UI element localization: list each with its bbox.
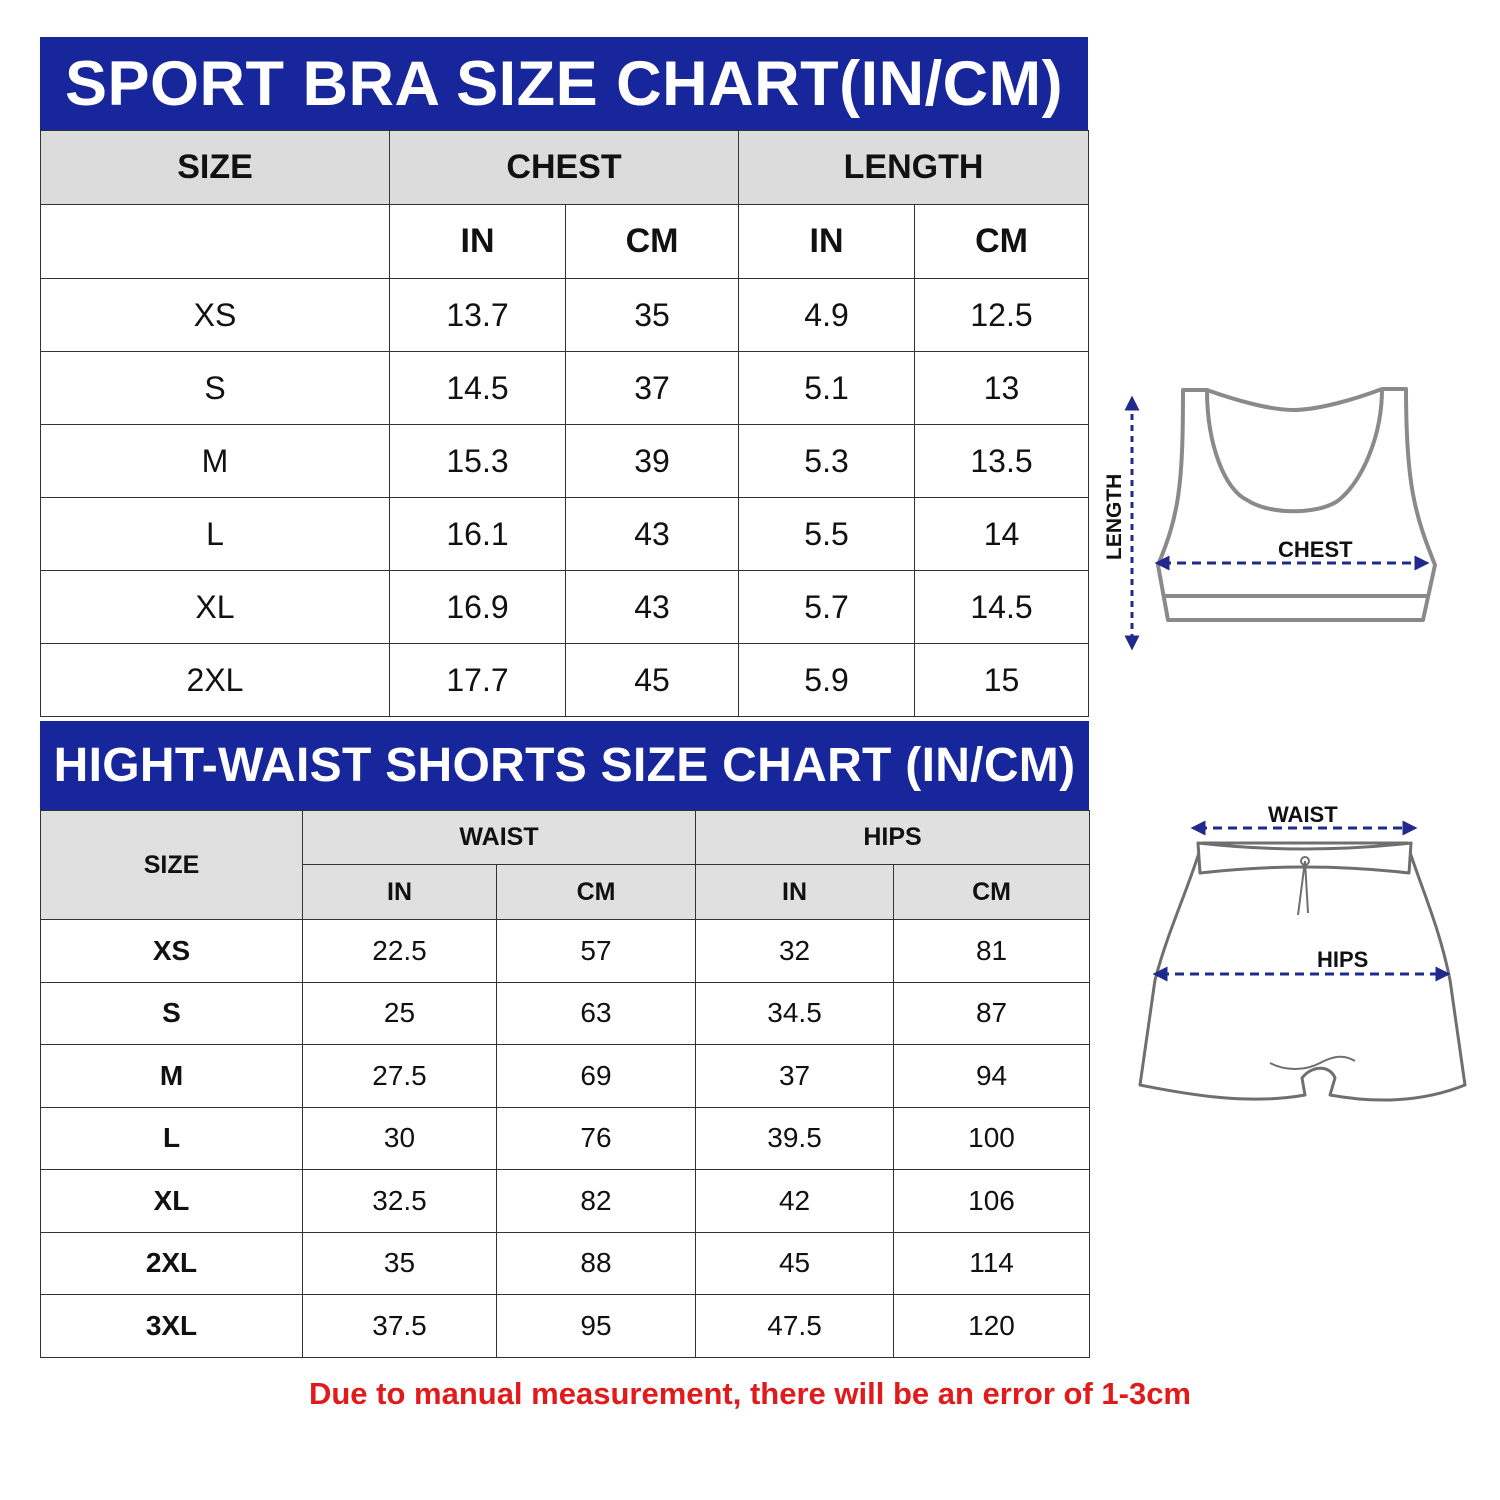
shorts-size-chart-title: HIGHT-WAIST SHORTS SIZE CHART (IN/CM)	[40, 721, 1089, 810]
bra-cell-size: S	[41, 352, 390, 425]
measurement-error-note: Due to manual measurement, there will be an error of 1-3cm	[308, 1376, 1192, 1411]
hips-cm-header: CM	[894, 865, 1090, 920]
shorts-cell-hips-in: 47.5	[696, 1295, 894, 1358]
chest-cm-header: CM	[566, 205, 739, 279]
size-header: SIZE	[41, 131, 390, 205]
shorts-illustration	[1130, 795, 1475, 1125]
shorts-size-row	[41, 982, 1090, 1045]
shorts-cell-waist-in: 22.5	[303, 920, 497, 983]
shorts-cell-size: S	[41, 982, 303, 1045]
bra-cell-size: XL	[41, 571, 390, 644]
shorts-cell-waist-cm: 95	[497, 1295, 696, 1358]
shorts-cell-waist-in: 35	[303, 1232, 497, 1295]
shorts-cell-hips-cm: 100	[894, 1107, 1090, 1170]
bra-cell-length-cm: 15	[915, 644, 1089, 717]
bra-cell-chest-cm: 39	[566, 425, 739, 498]
shorts-cell-waist-cm: 88	[497, 1232, 696, 1295]
bra-cell-chest-in: 14.5	[390, 352, 566, 425]
bra-cell-length-in: 5.5	[739, 498, 915, 571]
shorts-cell-waist-cm: 82	[497, 1170, 696, 1233]
bra-unit-row	[41, 205, 1089, 279]
bra-cell-chest-in: 17.7	[390, 644, 566, 717]
shorts-cell-size: XS	[41, 920, 303, 983]
bra-cell-length-in: 4.9	[739, 279, 915, 352]
shorts-size-row	[41, 1045, 1090, 1108]
bra-cell-size: L	[41, 498, 390, 571]
bra-size-row	[41, 352, 1089, 425]
shorts-cell-size: XL	[41, 1170, 303, 1233]
shorts-cell-size: M	[41, 1045, 303, 1108]
shorts-cell-waist-cm: 63	[497, 982, 696, 1045]
shorts-size-row	[41, 1107, 1090, 1170]
waist-header: WAIST	[303, 811, 696, 865]
bra-cell-size: XS	[41, 279, 390, 352]
bra-cell-chest-in: 16.1	[390, 498, 566, 571]
size-header: SIZE	[41, 811, 303, 920]
shorts-cell-size: 3XL	[41, 1295, 303, 1358]
bra-cell-length-cm: 13	[915, 352, 1089, 425]
length-cm-header: CM	[915, 205, 1089, 279]
shorts-cell-hips-in: 42	[696, 1170, 894, 1233]
bra-size-row	[41, 498, 1089, 571]
bra-cell-length-cm: 14	[915, 498, 1089, 571]
bra-cell-chest-in: 13.7	[390, 279, 566, 352]
bra-cell-length-in: 5.7	[739, 571, 915, 644]
waist-in-header: IN	[303, 865, 497, 920]
bra-size-row	[41, 644, 1089, 717]
bra-cell-chest-in: 16.9	[390, 571, 566, 644]
bra-size-row	[41, 425, 1089, 498]
bra-cell-size: M	[41, 425, 390, 498]
bra-cell-chest-cm: 43	[566, 571, 739, 644]
hips-header: HIPS	[696, 811, 1090, 865]
length-label: LENGTH	[1103, 473, 1126, 560]
bra-header-row	[41, 131, 1089, 205]
empty-header-cell	[41, 205, 390, 279]
bra-size-row	[41, 571, 1089, 644]
bra-cell-length-in: 5.1	[739, 352, 915, 425]
length-in-header: IN	[739, 205, 915, 279]
shorts-size-table	[40, 810, 1090, 1358]
chest-header: CHEST	[390, 131, 739, 205]
shorts-cell-hips-in: 39.5	[696, 1107, 894, 1170]
shorts-cell-hips-in: 37	[696, 1045, 894, 1108]
chest-in-header: IN	[390, 205, 566, 279]
bra-cell-length-in: 5.9	[739, 644, 915, 717]
bra-outline	[1158, 389, 1435, 620]
shorts-size-row	[41, 920, 1090, 983]
bra-cell-length-cm: 12.5	[915, 279, 1089, 352]
length-header: LENGTH	[739, 131, 1089, 205]
bra-cell-chest-in: 15.3	[390, 425, 566, 498]
shorts-cell-hips-in: 45	[696, 1232, 894, 1295]
bra-cell-chest-cm: 45	[566, 644, 739, 717]
shorts-cell-waist-in: 37.5	[303, 1295, 497, 1358]
shorts-cell-waist-in: 25	[303, 982, 497, 1045]
shorts-cell-hips-in: 34.5	[696, 982, 894, 1045]
bra-cell-size: 2XL	[41, 644, 390, 717]
shorts-cell-hips-in: 32	[696, 920, 894, 983]
bra-cell-length-cm: 13.5	[915, 425, 1089, 498]
sport-bra-illustration	[1095, 375, 1445, 665]
bra-cell-chest-cm: 37	[566, 352, 739, 425]
bra-cell-length-in: 5.3	[739, 425, 915, 498]
hips-in-header: IN	[696, 865, 894, 920]
waist-label: WAIST	[1268, 802, 1338, 827]
waist-cm-header: CM	[497, 865, 696, 920]
shorts-cell-hips-cm: 120	[894, 1295, 1090, 1358]
chest-label: CHEST	[1278, 537, 1353, 562]
bra-size-row	[41, 279, 1089, 352]
bra-cell-length-cm: 14.5	[915, 571, 1089, 644]
shorts-cell-waist-in: 30	[303, 1107, 497, 1170]
shorts-cell-waist-cm: 57	[497, 920, 696, 983]
shorts-cell-hips-cm: 94	[894, 1045, 1090, 1108]
bra-cell-chest-cm: 35	[566, 279, 739, 352]
shorts-cell-size: 2XL	[41, 1232, 303, 1295]
shorts-size-row	[41, 1170, 1090, 1233]
shorts-cell-hips-cm: 87	[894, 982, 1090, 1045]
shorts-size-row	[41, 1295, 1090, 1358]
shorts-cell-waist-in: 32.5	[303, 1170, 497, 1233]
bra-size-table	[40, 130, 1089, 717]
hips-label: HIPS	[1317, 947, 1369, 972]
shorts-size-row	[41, 1232, 1090, 1295]
shorts-cell-hips-cm: 81	[894, 920, 1090, 983]
shorts-cell-hips-cm: 106	[894, 1170, 1090, 1233]
bra-size-chart-title: SPORT BRA SIZE CHART(IN/CM)	[40, 37, 1088, 130]
shorts-cell-hips-cm: 114	[894, 1232, 1090, 1295]
bra-cell-chest-cm: 43	[566, 498, 739, 571]
shorts-cell-size: L	[41, 1107, 303, 1170]
shorts-header-row	[41, 811, 1090, 865]
shorts-cell-waist-in: 27.5	[303, 1045, 497, 1108]
shorts-cell-waist-cm: 69	[497, 1045, 696, 1108]
shorts-cell-waist-cm: 76	[497, 1107, 696, 1170]
